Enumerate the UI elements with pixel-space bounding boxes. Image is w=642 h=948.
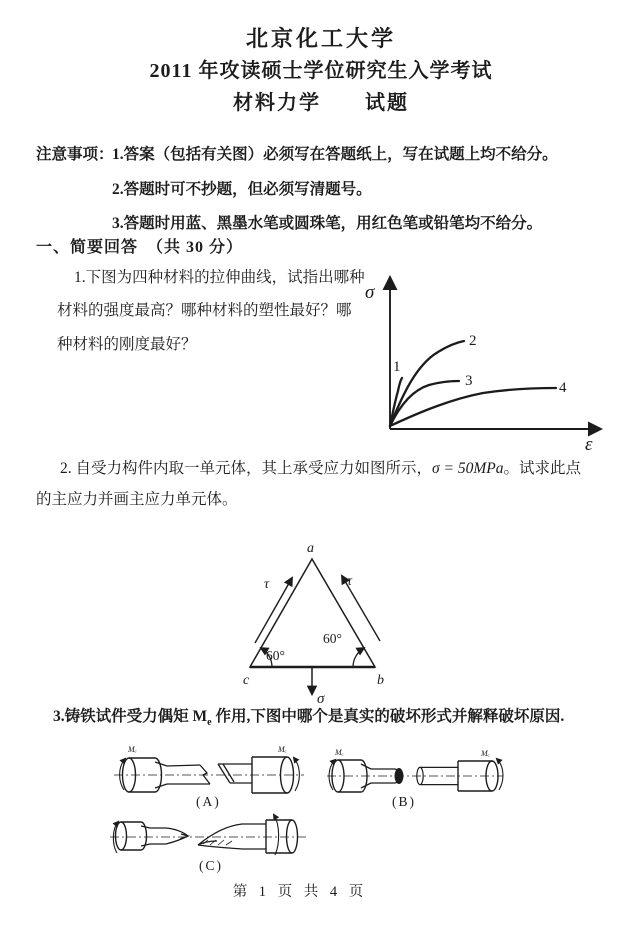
question-2-line-2: 的主应力并画主应力单元体。	[36, 491, 238, 508]
section-1-heading: 一、简要回答 （共 30 分）	[36, 239, 244, 256]
question-2-line-1	[60, 460, 581, 479]
page-number-footer: 第 1 页 共 4 页	[232, 884, 368, 900]
triangle-element-figure	[228, 540, 443, 710]
tau-arrow-left	[255, 578, 292, 643]
question-2-formula: σ = 50MPa	[432, 460, 504, 477]
notes-label: 注意事项：	[36, 146, 114, 163]
specimen-a-label: (A)	[196, 794, 221, 809]
question-3-line	[53, 708, 564, 729]
vertex-a-label: a	[307, 541, 314, 556]
page-title-exam: 2011 年攻读硕士学位研究生入学考试	[149, 60, 493, 82]
moment-label-left-b: Mₑ	[335, 748, 344, 757]
page-title-subject: 材料力学 试题	[233, 92, 409, 114]
page-title-university: 北京化工大学	[245, 26, 396, 51]
moment-label-left-a: Mₑ	[128, 745, 137, 754]
question-1-line-1: 1.下图为四种材料的拉伸曲线，试指出哪种	[74, 269, 365, 286]
y-axis-label-sigma: σ	[365, 282, 375, 303]
vertex-b-label: b	[377, 673, 384, 688]
question-2-text-pre: 2. 自受力构件内取一单元体，其上承受应力如图所示，	[60, 460, 433, 477]
stress-strain-curves-figure	[352, 264, 617, 459]
angle-label-right: 60°	[323, 631, 342, 646]
note-item-1: 1.答案（包括有关图）必须写在答题纸上，写在试题上均不给分。	[112, 146, 558, 163]
curve-3-label: 3	[465, 373, 473, 389]
curve-1-label: 1	[393, 359, 401, 375]
specimen-c-label: (C)	[199, 858, 223, 873]
curve-4-label: 4	[559, 380, 567, 396]
fracture-face-b	[395, 768, 404, 784]
x-axis-label-epsilon: ε	[585, 434, 593, 455]
tau-label-right: τ	[347, 574, 353, 589]
oblique-fracture-left-a	[200, 765, 210, 784]
tau-label-left: τ	[264, 577, 270, 592]
question-1-line-3: 种材料的刚度最好？	[57, 336, 197, 353]
moment-label-right-a: Mₑ	[278, 745, 287, 754]
question-3-text-post: 作用,下图中哪个是真实的破坏形式并解释破坏原因.	[211, 708, 565, 725]
torque-arrow-right-a	[294, 758, 299, 791]
right-cap-face-c	[287, 820, 298, 853]
angle-label-left: 60°	[266, 648, 285, 663]
moment-label-right-b: Mₑ	[481, 749, 490, 758]
note-item-2: 2.答题时可不抄题，但必须写清题号。	[112, 181, 372, 198]
helical-tip-left-c	[166, 828, 188, 844]
note-item-3: 3.答题时用蓝、黑墨水笔或圆珠笔，用红色笔或铅笔均不给分。	[112, 215, 543, 232]
left-cap-face-c	[116, 822, 127, 850]
right-shaft-a	[218, 764, 252, 783]
question-3-moment-subscript: e	[207, 717, 212, 729]
curve-2	[390, 341, 464, 426]
angle-arc-right	[353, 648, 364, 667]
oblique-fracture-right-a	[218, 764, 234, 783]
question-2-text-post: 。试求此点	[503, 460, 582, 477]
torque-arrow-right-c	[274, 815, 279, 855]
curve-2-label: 2	[469, 333, 477, 349]
specimen-b-label: (B)	[392, 794, 416, 809]
vertex-c-label: c	[243, 673, 250, 688]
sigma-label: σ	[317, 691, 325, 707]
question-1-line-2: 材料的强度最高？哪种材料的塑性最好？哪	[57, 302, 352, 319]
left-shaft-c	[141, 826, 166, 846]
helical-blade-right-c	[198, 824, 266, 849]
question-3-text-pre: 3.铸铁试件受力偶矩 M	[53, 708, 208, 725]
